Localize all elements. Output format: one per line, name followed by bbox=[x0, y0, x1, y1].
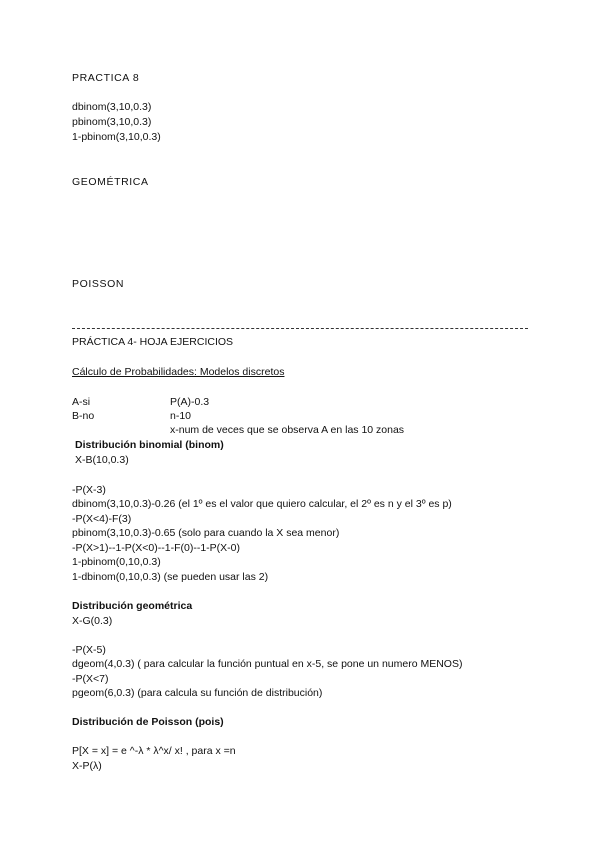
practica4-title: PRÁCTICA 4- HOJA EJERCICIOS bbox=[72, 336, 234, 348]
binomial-line: -P(X<4)-F(3) bbox=[72, 513, 132, 525]
def-a-si: A-si bbox=[72, 396, 91, 408]
binomial-line: -P(X>1)--1-P(X<0)--1-F(0)--1-P(X-0) bbox=[72, 542, 241, 554]
practica8-title: PRACTICA 8 bbox=[72, 72, 140, 84]
geometrica-heading: GEOMÉTRICA bbox=[72, 176, 149, 188]
geometrica-line: pgeom(6,0.3) (para calcula su función de distribución) bbox=[72, 687, 323, 699]
code-line: pbinom(3,10,0.3) bbox=[72, 116, 152, 128]
geometrica-dist-heading: Distribución geométrica bbox=[72, 600, 193, 612]
binomial-line: -P(X-3) bbox=[72, 484, 106, 496]
geometrica-model: X-G(0.3) bbox=[72, 615, 113, 627]
poisson-model: X-P(λ) bbox=[72, 760, 102, 772]
def-b-no: B-no bbox=[72, 410, 95, 422]
binomial-heading: Distribución binomial (binom) bbox=[75, 439, 224, 451]
poisson-formula: P[X = x] = e ^-λ * λ^x/ x! , para x =n bbox=[72, 745, 236, 757]
poisson-heading: POISSON bbox=[72, 278, 125, 290]
code-line: dbinom(3,10,0.3) bbox=[72, 101, 152, 113]
binomial-line: pbinom(3,10,0.3)-0.65 (solo para cuando la X sea menor) bbox=[72, 527, 340, 539]
geometrica-line: dgeom(4,0.3) ( para calcular la función puntual en x-5, se pone un numero MENOS) bbox=[72, 658, 463, 670]
def-x: x-num de veces que se observa A en las 10 zonas bbox=[170, 424, 405, 436]
geometrica-line: -P(X-5) bbox=[72, 644, 106, 656]
binomial-line: dbinom(3,10,0.3)-0.26 (el 1º es el valor que quiero calcular, el 2º es n y el 3º es p) bbox=[72, 498, 452, 510]
binomial-line: 1-pbinom(0,10,0.3) bbox=[72, 556, 161, 568]
poisson-dist-heading: Distribución de Poisson (pois) bbox=[72, 716, 224, 728]
geometrica-line: -P(X<7) bbox=[72, 673, 109, 685]
binomial-model: X-B(10,0.3) bbox=[75, 454, 129, 466]
practica4-subtitle: Cálculo de Probabilidades: Modelos discretos bbox=[72, 366, 285, 378]
binomial-line: 1-dbinom(0,10,0.3) (se pueden usar las 2) bbox=[72, 571, 269, 583]
code-line: 1-pbinom(3,10,0.3) bbox=[72, 131, 161, 143]
def-n: n-10 bbox=[170, 410, 192, 422]
def-pa: P(A)-0.3 bbox=[170, 396, 210, 408]
